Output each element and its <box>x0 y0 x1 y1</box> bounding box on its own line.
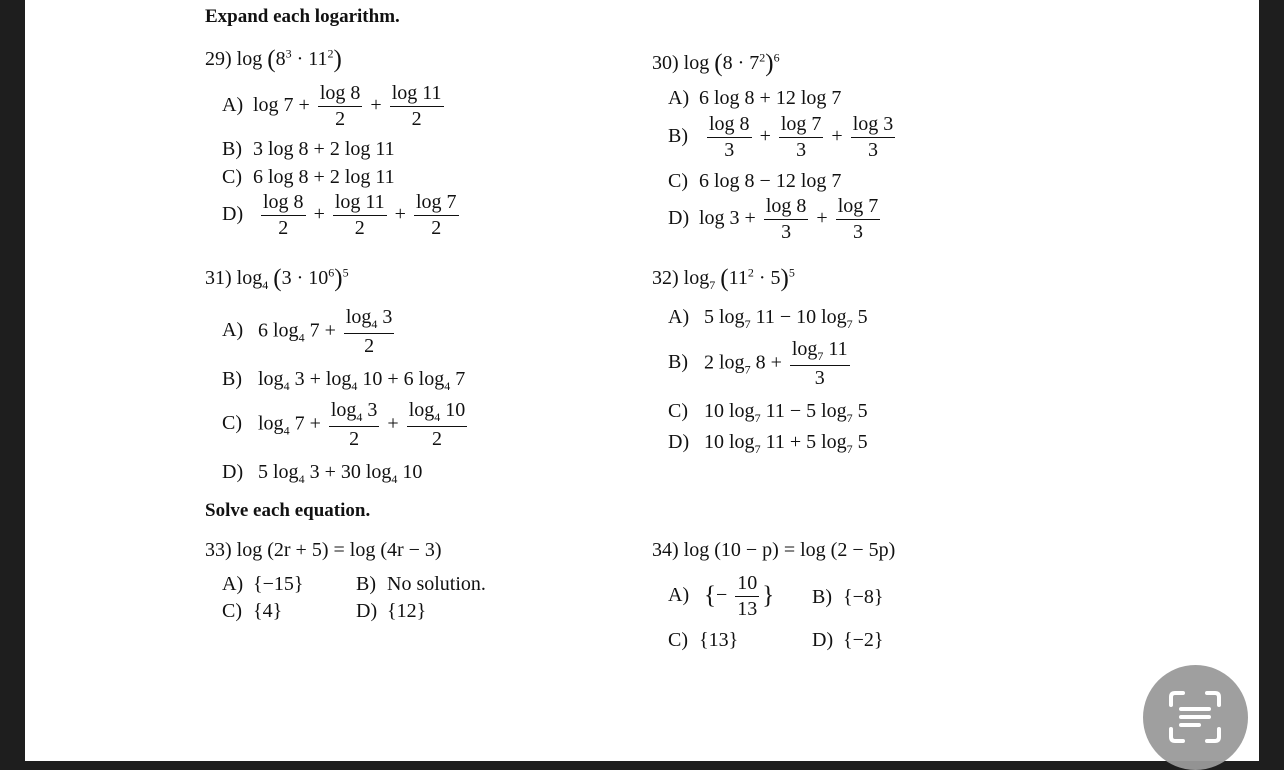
q34-option-d[interactable]: D) {−2} <box>812 629 884 651</box>
q34-option-a[interactable]: A) {− $\frac{10}{13}$ } <box>668 572 775 620</box>
q29-option-a[interactable]: A) log 7 + $\frac{\log 8}{2}$ + $\frac{\log 11}{2}$ <box>222 82 442 130</box>
q30-option-d[interactable]: D) log 3 + $\frac{\log 8}{3}$ + $\frac{\log 7}{3}$ <box>668 195 879 243</box>
q31-option-c[interactable]: C) $\log_4 7$ + $\frac{\log_4 3}{2}$ + $\frac{\log_4 10}{2}$ <box>222 399 466 450</box>
question-29: 29) $\log (8^3 \cdot 11^2)$ <box>205 46 342 73</box>
q34-option-b[interactable]: B) {−8} <box>812 586 884 608</box>
q30-option-b[interactable]: B) $\frac{\log 8}{3}$ + $\frac{\log 7}{3}$ + $\frac{\log 3}{3}$ <box>668 113 894 161</box>
text-scan-button[interactable] <box>1143 665 1248 770</box>
q32-option-d[interactable]: D) 10 $\log_7 11 + 5$ $\log_7 5$ <box>668 431 868 456</box>
q29-option-d[interactable]: D) $\frac{\log 8}{2}$ + $\frac{\log 11}{2}$ + $\frac{\log 7}{2}$ <box>222 191 457 239</box>
q34-option-c[interactable]: C) {13} <box>668 629 739 651</box>
q29-option-c[interactable]: C) 6 log 8 + 2 log 11 <box>222 166 395 188</box>
question-33: 33) log (2r + 5) = log (4r − 3) <box>205 539 442 561</box>
q31-option-d[interactable]: D) 5 $\log_4 3 + 30$ $\log_4 10$ <box>222 461 423 486</box>
q31-option-a[interactable]: A) 6 $\log_4 7$ + $\frac{\log_4 3}{2}$ <box>222 306 393 357</box>
q32-option-c[interactable]: C) 10 $\log_7 11 - 5$ $\log_7 5$ <box>668 400 868 425</box>
q30-option-c[interactable]: C) 6 log 8 − 12 log 7 <box>668 170 842 192</box>
worksheet-page <box>25 0 1259 761</box>
question-30: 30) $\log (8 \cdot 7^2)^6$ <box>652 50 780 77</box>
q30-option-a[interactable]: A) 6 log 8 + 12 log 7 <box>668 87 842 109</box>
section-heading-solve: Solve each equation. <box>205 500 371 521</box>
q32-option-b[interactable]: B) 2 $\log_7 8$ + $\frac{\log_7 11}{3}$ <box>668 338 848 389</box>
q29-option-b[interactable]: B) 3 log 8 + 2 log 11 <box>222 138 395 160</box>
q32-option-a[interactable]: A) 5 $\log_7 11 - 10$ $\log_7 5$ <box>668 306 868 331</box>
section-heading-expand: Expand each logarithm. <box>205 6 400 27</box>
question-31: 31) $\log_4 (3 \cdot 10^6)^5$ <box>205 265 349 292</box>
q33-option-d[interactable]: D) {12} <box>356 600 427 622</box>
question-34: 34) log (10 − p) = log (2 − 5p) <box>652 539 896 561</box>
q33-option-a[interactable]: A) {−15} <box>222 573 304 595</box>
q33-option-b[interactable]: B) No solution. <box>356 573 486 595</box>
question-32: 32) $\log_7 (11^2 \cdot 5)^5$ <box>652 265 795 292</box>
q33-option-c[interactable]: C) {4} <box>222 600 283 622</box>
q31-option-b[interactable]: B) $\log_4 3 + \log_4 10 + 6$ $\log_4 7$ <box>222 368 466 393</box>
text-scan-icon <box>1167 689 1223 745</box>
